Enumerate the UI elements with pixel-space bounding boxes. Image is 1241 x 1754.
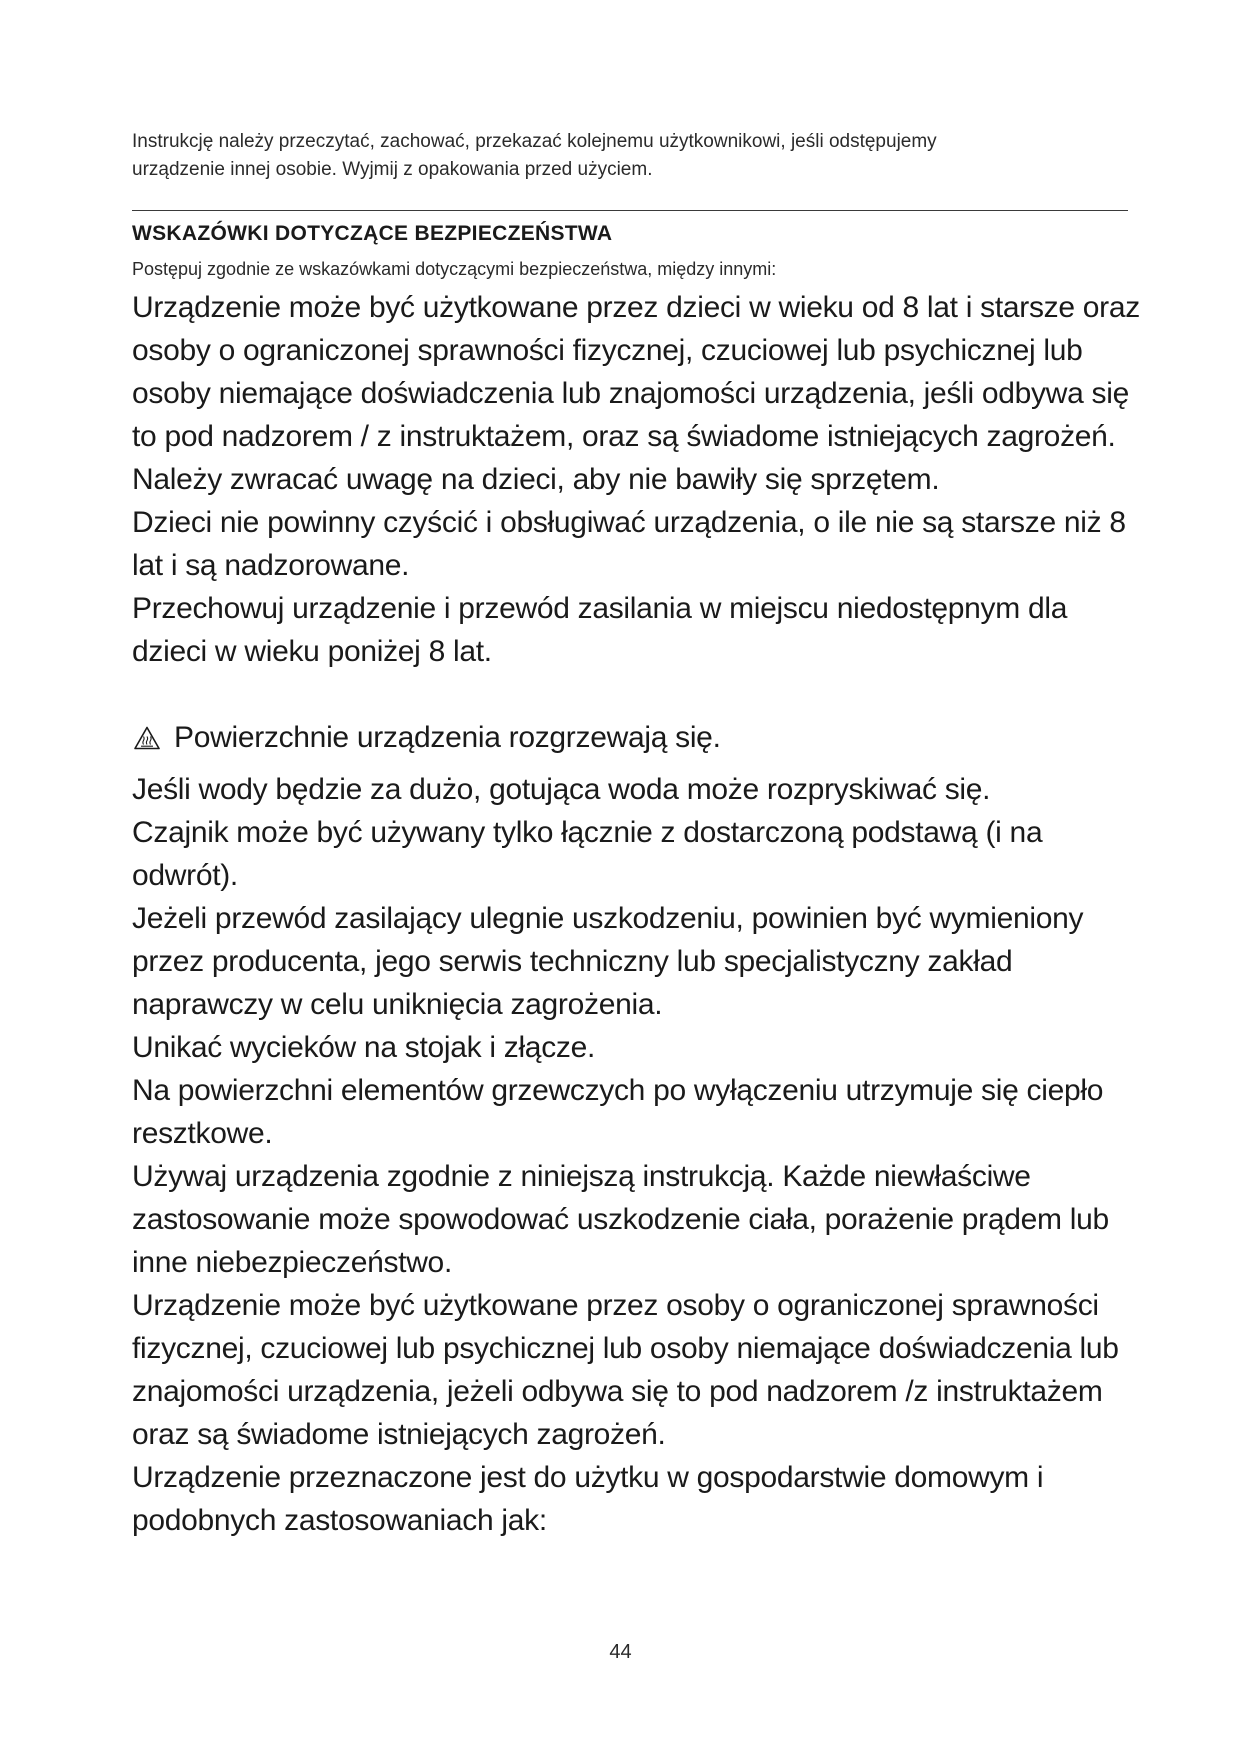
- safety-paragraph: Urządzenie przeznaczone jest do użytku w gospodarstwie domowym i podobnych zastosowaniach jak:: [132, 1461, 1044, 1537]
- safety-paragraphs-bottom: [132, 768, 1142, 1542]
- safety-paragraph: Czajnik może być używany tylko łącznie z dostarczoną podstawą (i na odwrót).: [132, 816, 1043, 892]
- section-divider: [132, 210, 1128, 211]
- intro-line-2: urządzenie innej osobie. Wyjmij z opakowania przed użyciem.: [132, 159, 653, 180]
- safety-paragraph: Unikać wycieków na stojak i złącze.: [132, 1031, 596, 1064]
- safety-paragraph: Dzieci nie powinny czyścić i obsługiwać urządzenia, o ile nie są starsze niż 8 lat i są nadzorowane.: [132, 506, 1126, 582]
- section-title: WSKAZÓWKI DOTYCZĄCE BEZPIECZEŃSTWA: [132, 222, 613, 245]
- hot-surface-warning-icon: [134, 726, 160, 750]
- safety-paragraph: Urządzenie może być użytkowane przez osoby o ograniczonej sprawności fizycznej, czuciowej lub psychicznej lub osoby niemające doświadczenia lub znajomości urządzenia, jeżeli odbywa się to pod nadzorem /z instruktażem oraz są świadome istniejących zagrożeń.: [132, 1289, 1119, 1451]
- intro-text: [132, 128, 1092, 184]
- safety-paragraph: Używaj urządzenia zgodnie z niniejszą instrukcją. Każde niewłaściwe zastosowanie może spowodować uszkodzenie ciała, porażenie prądem lub inne niebezpieczeństwo.: [132, 1160, 1109, 1279]
- safety-paragraph: Jeżeli przewód zasilający ulegnie uszkodzeniu, powinien być wymieniony przez producenta, jego serwis techniczny lub specjalistyczny zakład naprawczy w celu uniknięcia zagrożenia.: [132, 902, 1084, 1021]
- safety-paragraph: Urządzenie może być użytkowane przez dzieci w wieku od 8 lat i starsze oraz osoby o ograniczonej sprawności fizycznej, czuciowej lub psychicznej lub osoby niemające doświadczenia lub znajomości urządzenia, jeśli odbywa się to pod nadzorem / z instruktażem, oraz są świadome istniejących zagrożeń. Należy zwracać uwagę na dzieci, aby nie bawiły się sprzętem.: [132, 291, 1140, 496]
- section-subtitle: Postępuj zgodnie ze wskazówkami dotyczącymi bezpieczeństwa, między innymi:: [132, 259, 777, 279]
- safety-paragraph: Przechowuj urządzenie i przewód zasilania w miejscu niedostępnym dla dzieci w wieku poniżej 8 lat.: [132, 592, 1068, 668]
- hot-surface-warning: [132, 716, 721, 759]
- intro-line-1: Instrukcję należy przeczytać, zachować, przekazać kolejnemu użytkownikowi, jeśli odstępujemy: [132, 131, 937, 152]
- safety-paragraph: Na powierzchni elementów grzewczych po wyłączeniu utrzymuje się ciepło resztkowe.: [132, 1074, 1104, 1150]
- safety-paragraph: Jeśli wody będzie za dużo, gotująca woda może rozpryskiwać się.: [132, 773, 991, 806]
- page-number: 44: [609, 1641, 632, 1663]
- safety-paragraphs-top: [132, 286, 1142, 673]
- warning-text: Powierzchnie urządzenia rozgrzewają się.: [174, 721, 721, 754]
